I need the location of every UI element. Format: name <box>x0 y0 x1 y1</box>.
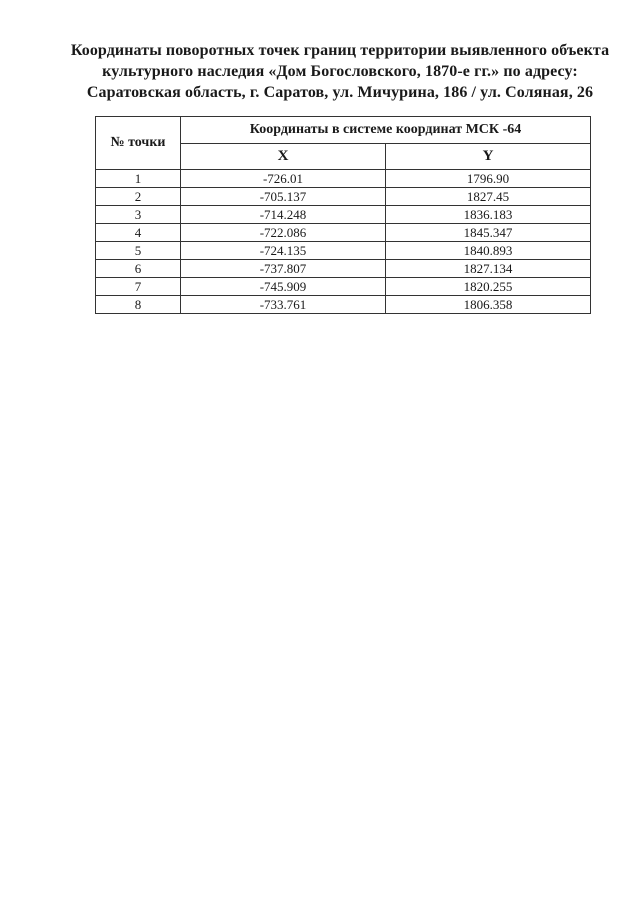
cell-point-number: 6 <box>96 260 181 278</box>
title-line-2: культурного наследия «Дом Богословского, 1870-е гг.» по адресу: <box>102 63 578 80</box>
table-row <box>96 224 591 242</box>
table-row <box>96 206 591 224</box>
cell-point-number: 2 <box>96 188 181 206</box>
cell-x: -722.086 <box>181 224 386 242</box>
table-row <box>96 278 591 296</box>
cell-y: 1840.893 <box>386 242 591 260</box>
table-row <box>96 188 591 206</box>
cell-x: -737.807 <box>181 260 386 278</box>
header-x: X <box>181 144 386 170</box>
table-row <box>96 296 591 314</box>
cell-y: 1827.134 <box>386 260 591 278</box>
table-row <box>96 260 591 278</box>
cell-point-number: 4 <box>96 224 181 242</box>
table-header-row <box>96 117 591 144</box>
header-coordinate-system: Координаты в системе координат МСК -64 <box>181 117 591 144</box>
table-row <box>96 170 591 188</box>
cell-y: 1827.45 <box>386 188 591 206</box>
cell-y: 1845.347 <box>386 224 591 242</box>
cell-y: 1820.255 <box>386 278 591 296</box>
cell-x: -726.01 <box>181 170 386 188</box>
cell-x: -745.909 <box>181 278 386 296</box>
cell-point-number: 8 <box>96 296 181 314</box>
cell-point-number: 1 <box>96 170 181 188</box>
cell-x: -714.248 <box>181 206 386 224</box>
title-line-3: Саратовская область, г. Саратов, ул. Мичурина, 186 / ул. Соляная, 26 <box>86 84 594 101</box>
cell-point-number: 5 <box>96 242 181 260</box>
cell-y: 1806.358 <box>386 296 591 314</box>
cell-x: -733.761 <box>181 296 386 314</box>
coordinates-table <box>95 116 591 314</box>
header-point-number: № точки <box>96 117 181 170</box>
cell-x: -705.137 <box>181 188 386 206</box>
cell-point-number: 3 <box>96 206 181 224</box>
cell-point-number: 7 <box>96 278 181 296</box>
document-title <box>60 40 620 103</box>
table-row <box>96 242 591 260</box>
cell-x: -724.135 <box>181 242 386 260</box>
cell-y: 1836.183 <box>386 206 591 224</box>
cell-y: 1796.90 <box>386 170 591 188</box>
header-y: Y <box>386 144 591 170</box>
title-line-1: Координаты поворотных точек границ территории выявленного объекта <box>70 42 610 59</box>
